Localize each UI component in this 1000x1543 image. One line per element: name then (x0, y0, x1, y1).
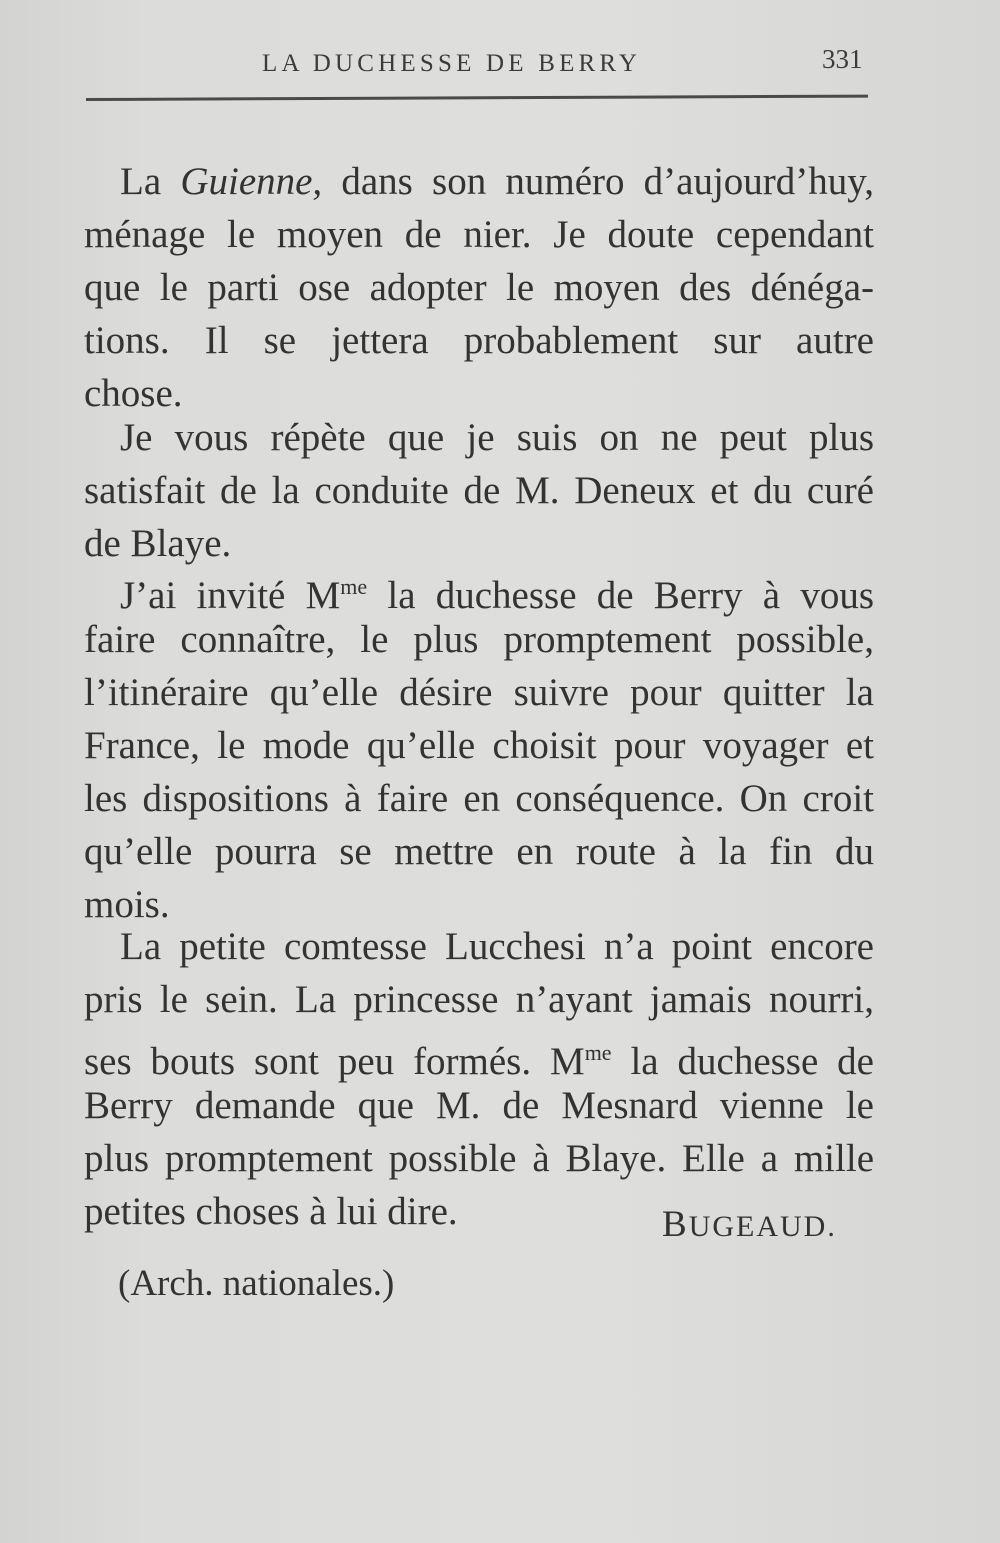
text-line: ménage le moyen de nier. Je doute cependant (84, 213, 874, 256)
text-line: l’itinéraire qu’elle désire suivre pour quitter la (84, 671, 874, 714)
superscript: me (340, 574, 368, 599)
text-line: satisfait de la conduite de M. Deneux et du curé (84, 469, 874, 512)
signature-rest: UGEAUD. (688, 1210, 837, 1243)
text-line: Berry demande que M. de Mesnard vienne le (84, 1084, 874, 1127)
text-line: plus promptement possible à Blaye. Elle a mille (84, 1137, 874, 1180)
text-line: que le parti ose adopter le moyen des dénéga- (84, 266, 874, 309)
text-line: de Blaye. (84, 522, 232, 565)
text-line: France, le mode qu’elle choisit pour voyager et (84, 724, 874, 767)
page-number: 331 (822, 44, 863, 74)
signature-initial: B (662, 1204, 689, 1245)
text-run: la duchesse de Berry à vous (367, 574, 874, 617)
text-line: chose. (84, 372, 183, 415)
text-run: La (120, 160, 181, 203)
text-line (120, 155, 874, 208)
text-line: La petite comtesse Lucchesi n’a point encore (120, 925, 874, 968)
text-run: dans son numéro d’aujourd’huy, (322, 160, 874, 203)
signature (662, 1203, 837, 1246)
header-rule (86, 95, 868, 101)
text-line: Je vous répète que je suis on ne peut plus (120, 416, 874, 459)
text-run: J’ai invité M (120, 574, 341, 617)
text-line: les dispositions à faire en conséquence. On croit (84, 777, 874, 820)
text-line: qu’elle pourra se mettre en route à la fin du (84, 830, 874, 873)
source-note: (Arch. nationales.) (118, 1263, 395, 1304)
superscript: me (584, 1040, 612, 1065)
text-run: ses bouts sont peu formés. M (84, 1040, 585, 1083)
text-line: tions. Il se jettera probablement sur autre (84, 319, 874, 362)
text-line: mois. (84, 883, 170, 926)
running-title: LA DUCHESSE DE BERRY (262, 50, 642, 77)
text-run: la duchesse de (611, 1040, 874, 1083)
text-line: pris le sein. La princesse n’ayant jamais nourri, (84, 978, 874, 1021)
text-line: faire connaître, le plus promptement possible, (84, 618, 874, 661)
text-line: petites choses à lui dire. (84, 1190, 458, 1233)
italic-title: Guienne, (180, 160, 323, 203)
